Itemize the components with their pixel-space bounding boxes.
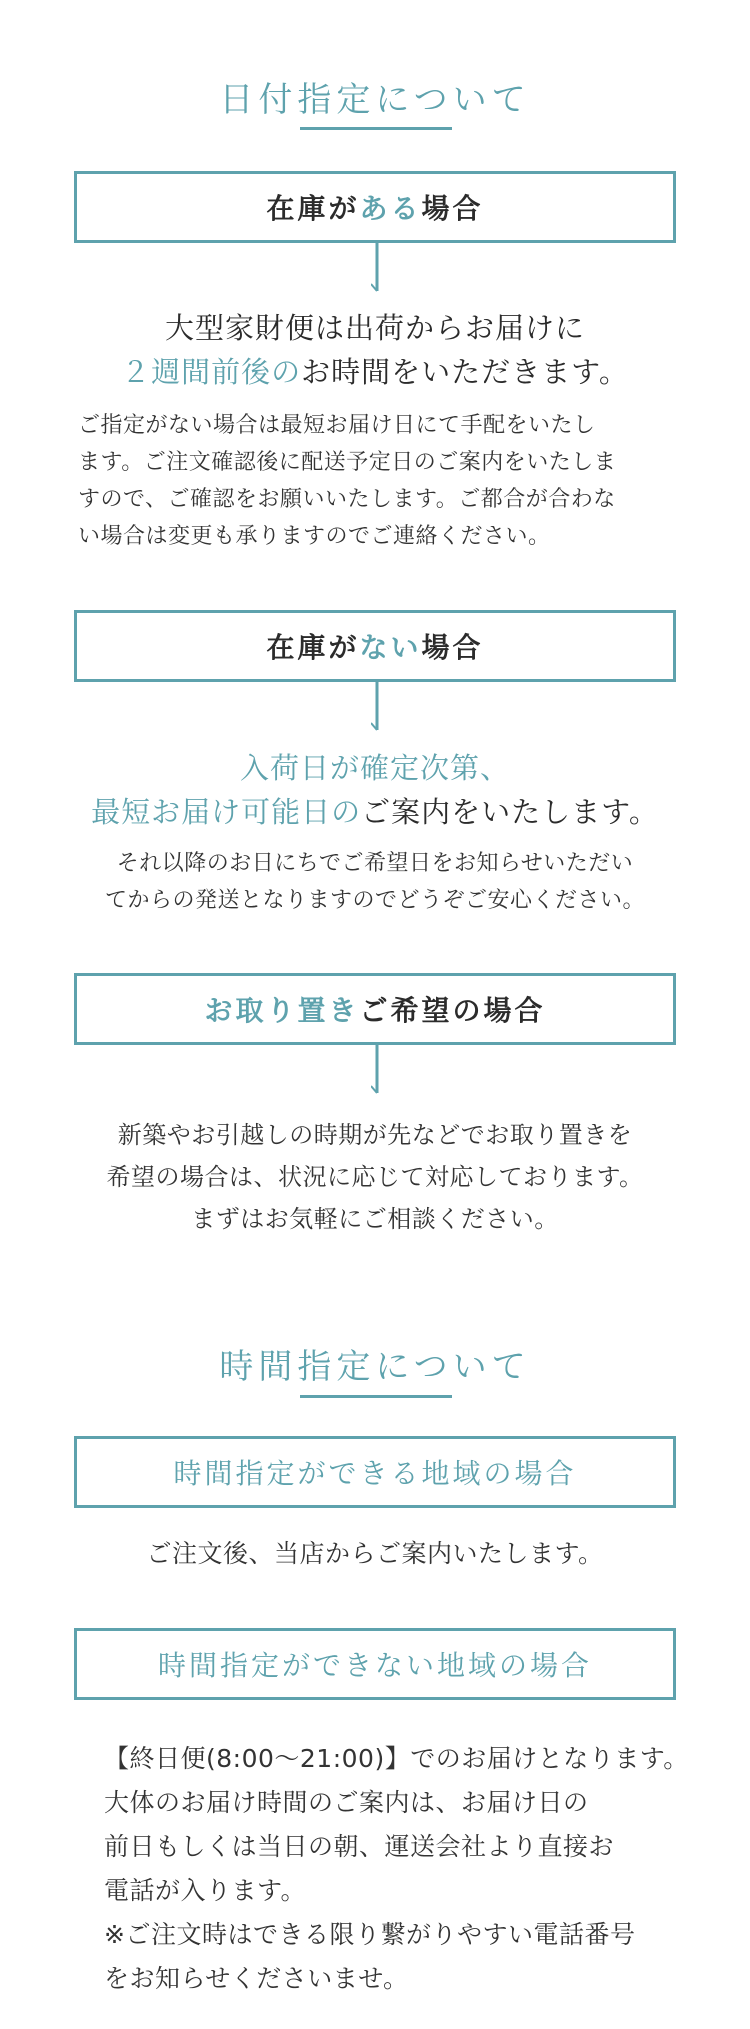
out-of-stock-body-line: てからの発送となりますのでどうぞご安心ください。 [104,888,645,913]
date-section-title: 日付指定について [219,80,531,120]
time-available-box: 時間指定ができる地域の場合 [74,1436,676,1508]
time-unavailable-body-line: 大体のお届け時間のご案内は、お届け日の [104,1788,589,1817]
hold-body-line: 希望の場合は、状況に応じて対応しております。 [106,1163,644,1191]
time-section-title: 時間指定について [219,1347,531,1387]
in-stock-lead-line1: 大型家財便は出荷からお届けに [164,311,585,345]
out-of-stock-body-line: それ以降のお日にちでご希望日をお知らせいただい [116,851,634,876]
in-stock-body [78,407,698,555]
in-stock-body-line: い場合は変更も承りますのでご連絡ください。 [78,524,551,549]
time-unavailable-body-line: 【終日便(8:00〜21:00)】でのお届けとなります。 [104,1744,689,1773]
hold-box-accent: お取り置き [204,994,360,1027]
in-stock-body-line: すので、ご確認をお願いいたします。ご都合が合わな [78,487,616,512]
time-title-underline [300,1395,452,1398]
in-stock-body-line: ます。ご注文確認後に配送予定日のご案内をいたしま [78,450,617,475]
in-stock-lead [0,306,750,394]
hold-box-post: ご希望の場合 [359,994,546,1027]
in-stock-lead-accent: ２週間前後の [121,355,302,389]
out-of-stock-lead-accent: 最短お届け可能日の [91,795,362,829]
in-stock-box-post: 場合 [421,192,484,225]
in-stock-box-pre: 在庫が [266,192,360,225]
down-arrow-icon [371,1045,383,1095]
hold-body [40,1114,710,1240]
time-unavailable-body-line: をお知らせくださいませ。 [104,1964,409,1993]
in-stock-lead-rest: お時間をいただきます。 [301,355,629,389]
out-of-stock-box-post: 場合 [421,631,484,664]
down-arrow-icon [371,682,383,732]
out-of-stock-body [40,845,710,919]
down-arrow-icon [371,243,383,293]
hold-box [74,973,676,1045]
time-unavailable-box: 時間指定ができない地域の場合 [74,1628,676,1700]
time-unavailable-body-line: 前日もしくは当日の朝、運送会社より直接お [104,1832,615,1861]
date-title-underline [300,127,452,130]
out-of-stock-box [74,610,676,682]
time-unavailable-body-line: 電話が入ります。 [104,1876,307,1905]
hold-body-line: まずはお気軽にご相談ください。 [191,1205,559,1233]
time-unavailable-body-line: ※ご注文時はできる限り繋がりやすい電話番号 [104,1920,636,1949]
out-of-stock-box-pre: 在庫が [266,631,360,664]
out-of-stock-lead-line1: 入荷日が確定次第、 [239,751,510,785]
in-stock-body-line: ご指定がない場合は最短お届け日にて手配をいたし [78,413,596,438]
out-of-stock-lead [0,746,750,834]
hold-body-line: 新築やお引越しの時期が先などでお取り置きを [117,1121,633,1149]
time-unavailable-body [104,1737,704,2001]
in-stock-box [74,171,676,243]
time-available-body: ご注文後、当店からご案内いたします。 [146,1539,604,1568]
out-of-stock-lead-rest: ご案内をいたします。 [361,795,659,829]
out-of-stock-box-accent: ない [359,631,422,664]
in-stock-box-accent: ある [359,192,422,225]
